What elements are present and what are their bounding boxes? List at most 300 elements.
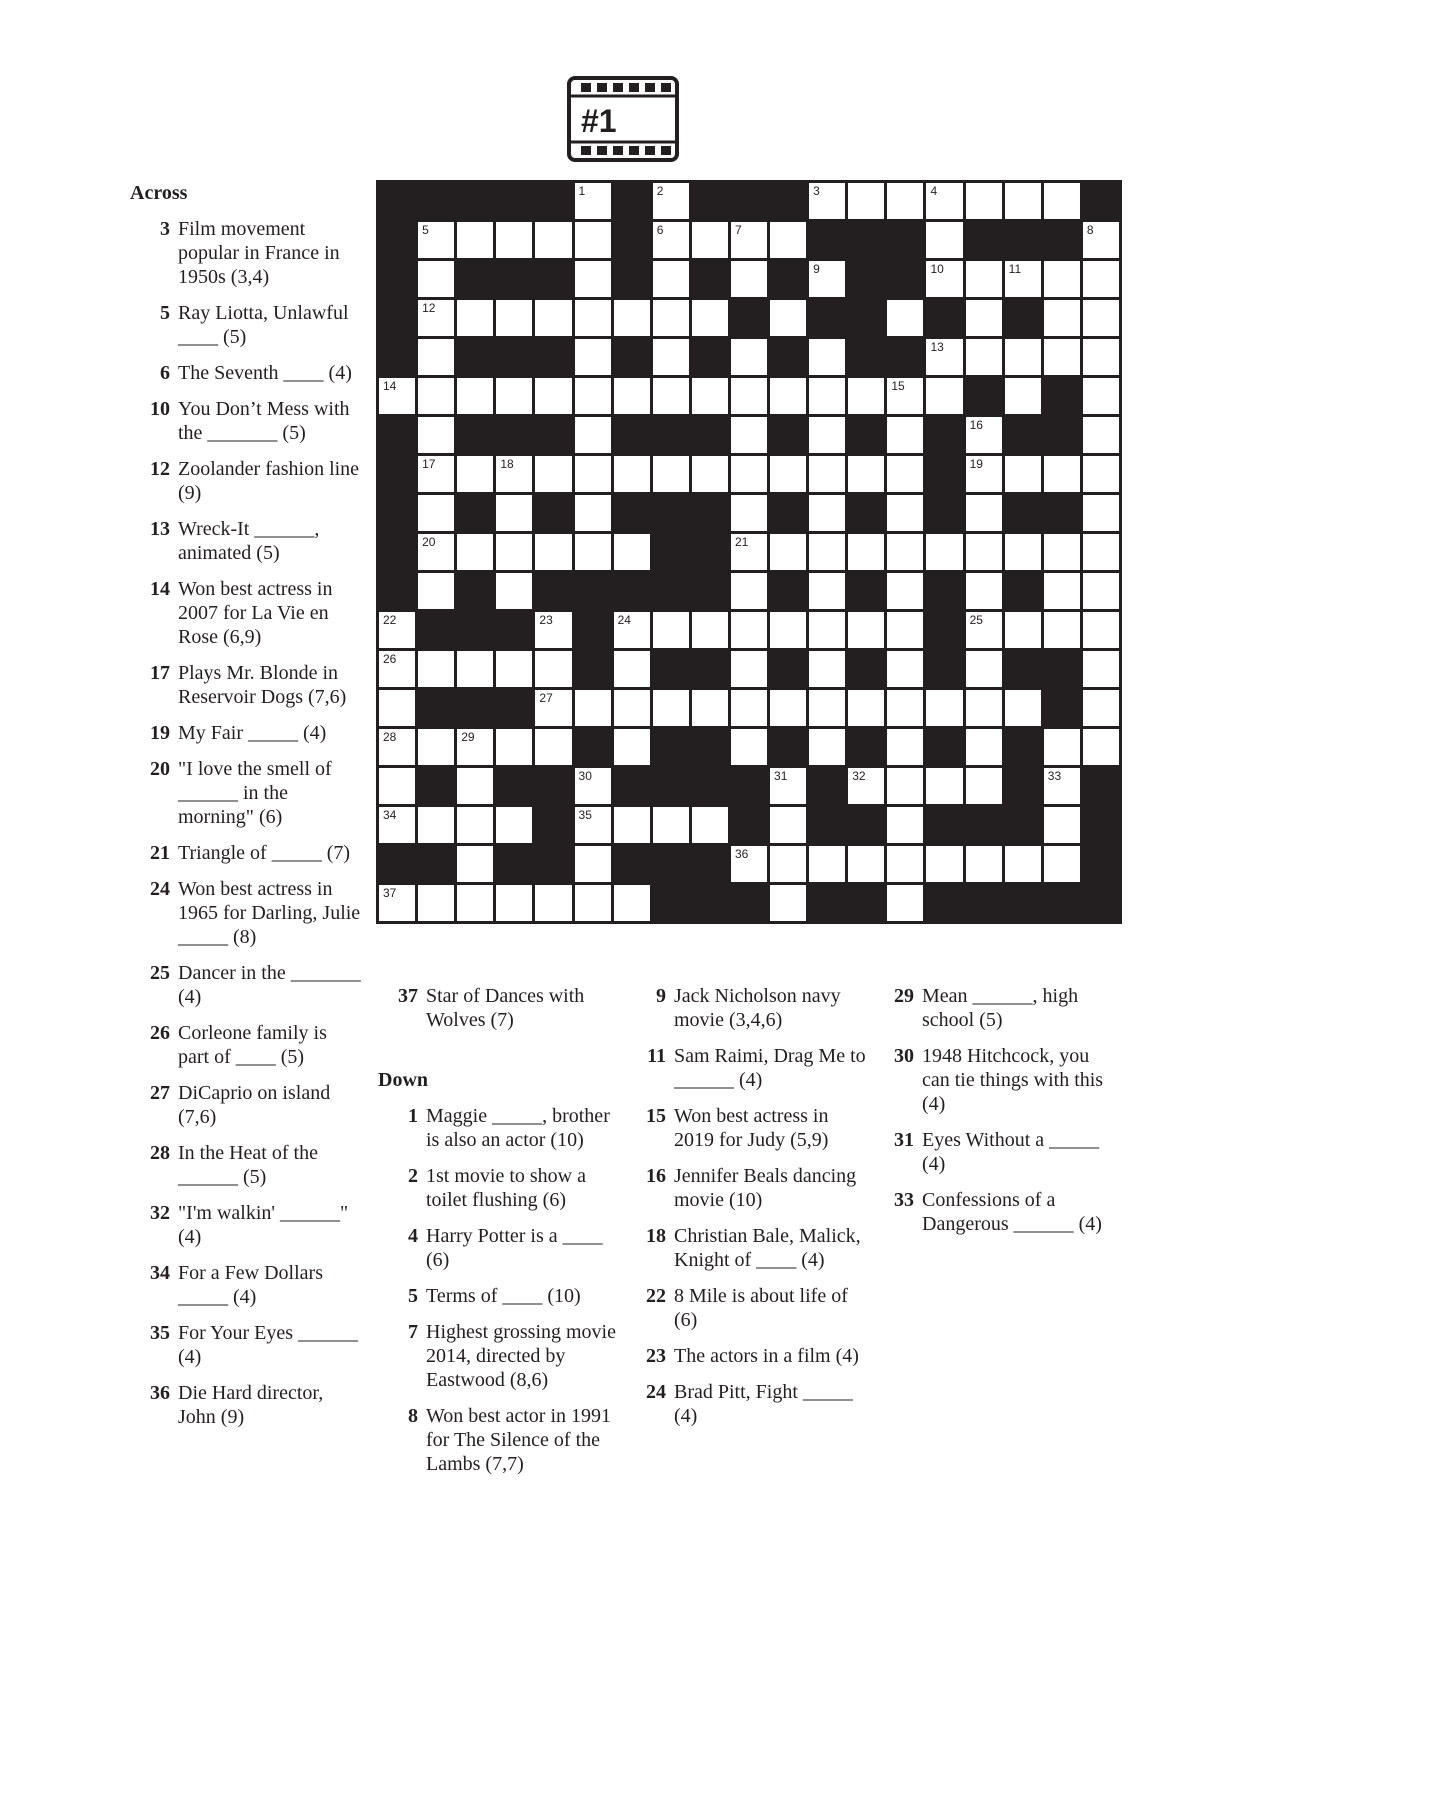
grid-cell[interactable] [966,651,1002,687]
clue-text: Won best actress in 2019 for Judy (5,9) [674,1105,829,1151]
grid-cell[interactable] [848,768,884,804]
clue-number: 24 [150,878,170,900]
grid-cell[interactable] [809,495,845,531]
grid-cell[interactable] [1083,222,1119,258]
grid-cell[interactable] [535,456,571,492]
grid-cell[interactable] [535,729,571,765]
grid-cell[interactable] [926,183,962,219]
grid-cell[interactable] [848,378,884,414]
grid-cell[interactable] [418,417,454,453]
grid-cell[interactable] [966,183,1002,219]
grid-cell[interactable] [966,768,1002,804]
grid-cell[interactable] [731,651,767,687]
black-square [614,339,650,375]
down-clue [626,1224,866,1272]
grid-cell[interactable] [418,651,454,687]
grid-cell[interactable] [496,534,532,570]
grid-cell[interactable] [692,456,728,492]
grid-cell[interactable] [614,300,650,336]
grid-cell[interactable] [770,846,806,882]
black-square [848,300,884,336]
grid-cell[interactable] [887,612,923,648]
grid-cell[interactable] [809,378,845,414]
grid-cell[interactable] [575,495,611,531]
grid-cell[interactable] [966,573,1002,609]
grid-cell[interactable] [575,378,611,414]
grid-cell[interactable] [887,573,923,609]
grid-cell[interactable] [1083,300,1119,336]
grid-cell[interactable] [966,300,1002,336]
across-clue [130,517,362,565]
clue-text: Won best actress in 2007 for La Vie en Rose (6,9) [178,578,333,648]
grid-cell[interactable] [418,495,454,531]
grid-cell[interactable] [809,261,845,297]
grid-cell[interactable] [926,846,962,882]
grid-cell[interactable] [1044,612,1080,648]
grid-cell[interactable] [1005,378,1041,414]
grid-cell[interactable] [653,456,689,492]
grid-cell[interactable] [770,885,806,921]
grid-cell[interactable] [653,807,689,843]
black-square [653,651,689,687]
clue-number: 4 [408,1225,418,1247]
grid-cell[interactable] [575,534,611,570]
grid-cell[interactable] [379,729,415,765]
grid-cell[interactable] [809,339,845,375]
black-square [1044,885,1080,921]
black-square [926,417,962,453]
grid-cell[interactable] [653,183,689,219]
grid-cell[interactable] [692,300,728,336]
grid-cell[interactable] [614,456,650,492]
grid-cell[interactable] [614,885,650,921]
grid-cell[interactable] [575,690,611,726]
grid-cell[interactable] [848,612,884,648]
grid-cell[interactable] [457,846,493,882]
grid-cell[interactable] [1005,612,1041,648]
grid-cell[interactable] [575,456,611,492]
grid-cell[interactable] [653,339,689,375]
down-clue [378,1284,618,1308]
clue-number: 30 [894,1045,914,1067]
grid-cell[interactable] [731,339,767,375]
grid-cell[interactable] [731,846,767,882]
grid-cell[interactable] [575,261,611,297]
grid-cell[interactable] [1005,261,1041,297]
black-square [1044,222,1080,258]
grid-cell[interactable] [770,300,806,336]
grid-cell[interactable] [379,807,415,843]
grid-cell[interactable] [535,690,571,726]
grid-cell[interactable] [887,300,923,336]
grid-cell[interactable] [1044,534,1080,570]
grid-cell[interactable] [575,807,611,843]
black-square [653,885,689,921]
across-clue [130,397,362,445]
grid-cell[interactable] [653,690,689,726]
grid-cell[interactable] [887,456,923,492]
grid-cell[interactable] [731,534,767,570]
clue-text: Star of Dances with Wolves (7) [426,985,585,1031]
grid-cell[interactable] [887,183,923,219]
grid-cell[interactable] [809,456,845,492]
black-square [692,768,728,804]
grid-cell[interactable] [848,534,884,570]
grid-cell[interactable] [966,612,1002,648]
clue-number: 22 [646,1285,666,1307]
clue-number: 9 [813,262,820,276]
grid-cell[interactable] [496,456,532,492]
grid-cell[interactable] [966,417,1002,453]
clue-column-2 [378,984,618,1488]
clue-text: The Seventh ____ (4) [178,362,352,384]
grid-cell[interactable] [535,300,571,336]
grid-cell[interactable] [770,768,806,804]
grid-cell[interactable] [457,300,493,336]
grid-cell[interactable] [379,690,415,726]
clue-number: 24 [646,1381,666,1403]
grid-cell[interactable] [1005,846,1041,882]
black-square [496,846,532,882]
grid-cell[interactable] [575,222,611,258]
grid-cell[interactable] [1044,261,1080,297]
black-square [692,495,728,531]
across-clue [130,301,362,349]
grid-cell[interactable] [653,261,689,297]
grid-cell[interactable] [1005,534,1041,570]
black-square [379,339,415,375]
grid-cell[interactable] [926,339,962,375]
grid-cell[interactable] [966,846,1002,882]
grid-cell[interactable] [1044,300,1080,336]
clue-number: 18 [500,457,514,471]
grid-cell[interactable] [692,807,728,843]
grid-cell[interactable] [1044,183,1080,219]
grid-cell[interactable] [535,222,571,258]
black-square [770,651,806,687]
black-square [692,534,728,570]
grid-cell[interactable] [731,261,767,297]
clue-text: 1st movie to show a toilet flushing (6) [426,1165,586,1211]
black-square [848,417,884,453]
grid-cell[interactable] [887,378,923,414]
grid-cell[interactable] [809,651,845,687]
clue-number: 1 [578,184,586,198]
black-square [496,690,532,726]
grid-cell[interactable] [1044,807,1080,843]
across-clue [130,661,362,709]
grid-cell[interactable] [653,378,689,414]
grid-cell[interactable] [1005,690,1041,726]
grid-cell[interactable] [1005,456,1041,492]
grid-cell[interactable] [1005,183,1041,219]
grid-cell[interactable] [535,885,571,921]
black-square [770,339,806,375]
grid-cell[interactable] [1083,456,1119,492]
clue-text: Die Hard director, John (9) [178,1382,324,1428]
black-square [848,573,884,609]
black-square [379,846,415,882]
grid-cell[interactable] [418,378,454,414]
black-square [457,573,493,609]
grid-cell[interactable] [496,573,532,609]
grid-cell[interactable] [887,495,923,531]
grid-cell[interactable] [1083,573,1119,609]
grid-cell[interactable] [731,729,767,765]
grid-cell[interactable] [809,729,845,765]
grid-cell[interactable] [770,222,806,258]
grid-cell[interactable] [575,768,611,804]
grid-cell[interactable] [926,222,962,258]
grid-cell[interactable] [887,846,923,882]
grid-cell[interactable] [770,690,806,726]
grid-cell[interactable] [1044,729,1080,765]
black-square [731,768,767,804]
grid-cell[interactable] [1083,417,1119,453]
grid-cell[interactable] [614,807,650,843]
grid-cell[interactable] [496,378,532,414]
grid-cell[interactable] [457,534,493,570]
grid-cell[interactable] [614,729,650,765]
grid-cell[interactable] [1083,612,1119,648]
grid-cell[interactable] [887,417,923,453]
grid-cell[interactable] [496,885,532,921]
grid-cell[interactable] [809,183,845,219]
grid-cell[interactable] [496,807,532,843]
grid-cell[interactable] [614,378,650,414]
clue-text: You Don’t Mess with the _______ (5) [178,398,350,444]
grid-cell[interactable] [457,222,493,258]
black-square [379,222,415,258]
grid-cell[interactable] [418,222,454,258]
grid-cell[interactable] [770,378,806,414]
grid-cell[interactable] [731,612,767,648]
across-heading: Across [130,182,188,204]
grid-cell[interactable] [496,300,532,336]
grid-cell[interactable] [496,222,532,258]
grid-cell[interactable] [496,495,532,531]
grid-cell[interactable] [653,612,689,648]
black-square [770,573,806,609]
grid-cell[interactable] [418,456,454,492]
grid-cell[interactable] [809,690,845,726]
grid-cell[interactable] [848,456,884,492]
black-square [1044,651,1080,687]
grid-cell[interactable] [1083,690,1119,726]
grid-cell[interactable] [379,378,415,414]
clue-number: 37 [383,886,397,900]
grid-cell[interactable] [966,261,1002,297]
clue-number: 17 [422,457,436,471]
down-clue [626,1284,866,1332]
grid-cell[interactable] [1044,456,1080,492]
grid-cell[interactable] [731,573,767,609]
grid-cell[interactable] [770,807,806,843]
grid-cell[interactable] [1005,339,1041,375]
across-clues [130,181,362,1441]
clue-number: 8 [1086,223,1094,237]
grid-cell[interactable] [457,651,493,687]
clue-text: Wreck-It ______, animated (5) [178,518,320,564]
grid-cell[interactable] [926,768,962,804]
grid-cell[interactable] [653,300,689,336]
grid-cell[interactable] [535,534,571,570]
black-square [535,768,571,804]
grid-cell[interactable] [809,534,845,570]
grid-cell[interactable] [1083,378,1119,414]
clue-text: Dancer in the _______ (4) [178,962,361,1008]
grid-cell[interactable] [614,651,650,687]
grid-cell[interactable] [496,651,532,687]
grid-cell[interactable] [848,183,884,219]
grid-cell[interactable] [379,651,415,687]
grid-cell[interactable] [1083,534,1119,570]
grid-cell[interactable] [418,261,454,297]
grid-cell[interactable] [535,651,571,687]
grid-cell[interactable] [966,690,1002,726]
grid-cell[interactable] [887,651,923,687]
grid-cell[interactable] [887,729,923,765]
grid-cell[interactable] [457,885,493,921]
grid-cell[interactable] [457,456,493,492]
grid-cell[interactable] [731,222,767,258]
grid-cell[interactable] [457,768,493,804]
grid-cell[interactable] [418,885,454,921]
black-square [926,612,962,648]
grid-cell[interactable] [692,612,728,648]
grid-cell[interactable] [575,846,611,882]
grid-cell[interactable] [535,612,571,648]
clue-number: 8 [408,1405,418,1427]
grid-cell[interactable] [1083,261,1119,297]
grid-cell[interactable] [966,339,1002,375]
grid-cell[interactable] [770,456,806,492]
grid-cell[interactable] [1044,846,1080,882]
grid-cell[interactable] [1083,495,1119,531]
grid-cell[interactable] [1044,339,1080,375]
grid-cell[interactable] [575,183,611,219]
black-square [1083,183,1119,219]
grid-cell[interactable] [1044,573,1080,609]
grid-cell[interactable] [926,261,962,297]
grid-cell[interactable] [770,534,806,570]
grid-cell[interactable] [809,846,845,882]
grid-cell[interactable] [575,885,611,921]
grid-cell[interactable] [809,573,845,609]
black-square [1083,807,1119,843]
grid-cell[interactable] [731,495,767,531]
grid-cell[interactable] [614,690,650,726]
grid-cell[interactable] [692,222,728,258]
grid-cell[interactable] [926,690,962,726]
grid-cell[interactable] [1044,768,1080,804]
grid-cell[interactable] [966,534,1002,570]
clue-number: 5 [422,223,429,237]
grid-cell[interactable] [887,885,923,921]
black-square [887,222,923,258]
grid-cell[interactable] [848,846,884,882]
grid-cell[interactable] [379,885,415,921]
grid-cell[interactable] [887,768,923,804]
grid-cell[interactable] [926,378,962,414]
grid-cell[interactable] [809,417,845,453]
grid-cell[interactable] [731,417,767,453]
black-square [692,651,728,687]
across-clue [130,217,362,289]
clue-text: Won best actor in 1991 for The Silence of the Lambs (7,7) [426,1405,612,1475]
grid-cell[interactable] [692,378,728,414]
black-square [496,612,532,648]
grid-cell[interactable] [966,456,1002,492]
clue-number: 3 [813,184,820,198]
grid-cell[interactable] [418,807,454,843]
grid-cell[interactable] [926,534,962,570]
clue-number: 33 [894,1189,914,1211]
grid-cell[interactable] [966,495,1002,531]
black-square [1083,768,1119,804]
black-square [575,651,611,687]
clue-number: 35 [578,808,592,822]
grid-cell[interactable] [418,339,454,375]
grid-cell[interactable] [731,456,767,492]
grid-cell[interactable] [457,729,493,765]
grid-cell[interactable] [731,690,767,726]
grid-cell[interactable] [653,222,689,258]
grid-cell[interactable] [575,300,611,336]
black-square [535,807,571,843]
grid-cell[interactable] [887,534,923,570]
grid-cell[interactable] [379,768,415,804]
grid-cell[interactable] [496,729,532,765]
black-square [496,339,532,375]
grid-cell[interactable] [418,534,454,570]
grid-cell[interactable] [418,729,454,765]
grid-cell[interactable] [418,300,454,336]
grid-cell[interactable] [418,573,454,609]
black-square [692,417,728,453]
clue-number: 31 [894,1129,914,1151]
black-square [926,495,962,531]
grid-cell[interactable] [887,807,923,843]
grid-cell[interactable] [692,690,728,726]
black-square [457,495,493,531]
grid-cell[interactable] [575,417,611,453]
grid-cell[interactable] [614,612,650,648]
black-square [457,261,493,297]
down-clue [874,1044,1114,1116]
black-square [1083,846,1119,882]
grid-cell[interactable] [848,690,884,726]
grid-cell[interactable] [457,807,493,843]
grid-cell[interactable] [575,339,611,375]
grid-cell[interactable] [535,378,571,414]
grid-cell[interactable] [770,612,806,648]
grid-cell[interactable] [731,378,767,414]
grid-cell[interactable] [1083,729,1119,765]
grid-cell[interactable] [887,690,923,726]
down-clue [874,984,1114,1032]
grid-cell[interactable] [614,534,650,570]
grid-cell[interactable] [379,612,415,648]
black-square [535,261,571,297]
grid-cell[interactable] [1083,651,1119,687]
black-square [770,729,806,765]
grid-cell[interactable] [809,612,845,648]
grid-cell[interactable] [1083,339,1119,375]
grid-cell[interactable] [966,729,1002,765]
black-square [848,651,884,687]
grid-cell[interactable] [457,378,493,414]
